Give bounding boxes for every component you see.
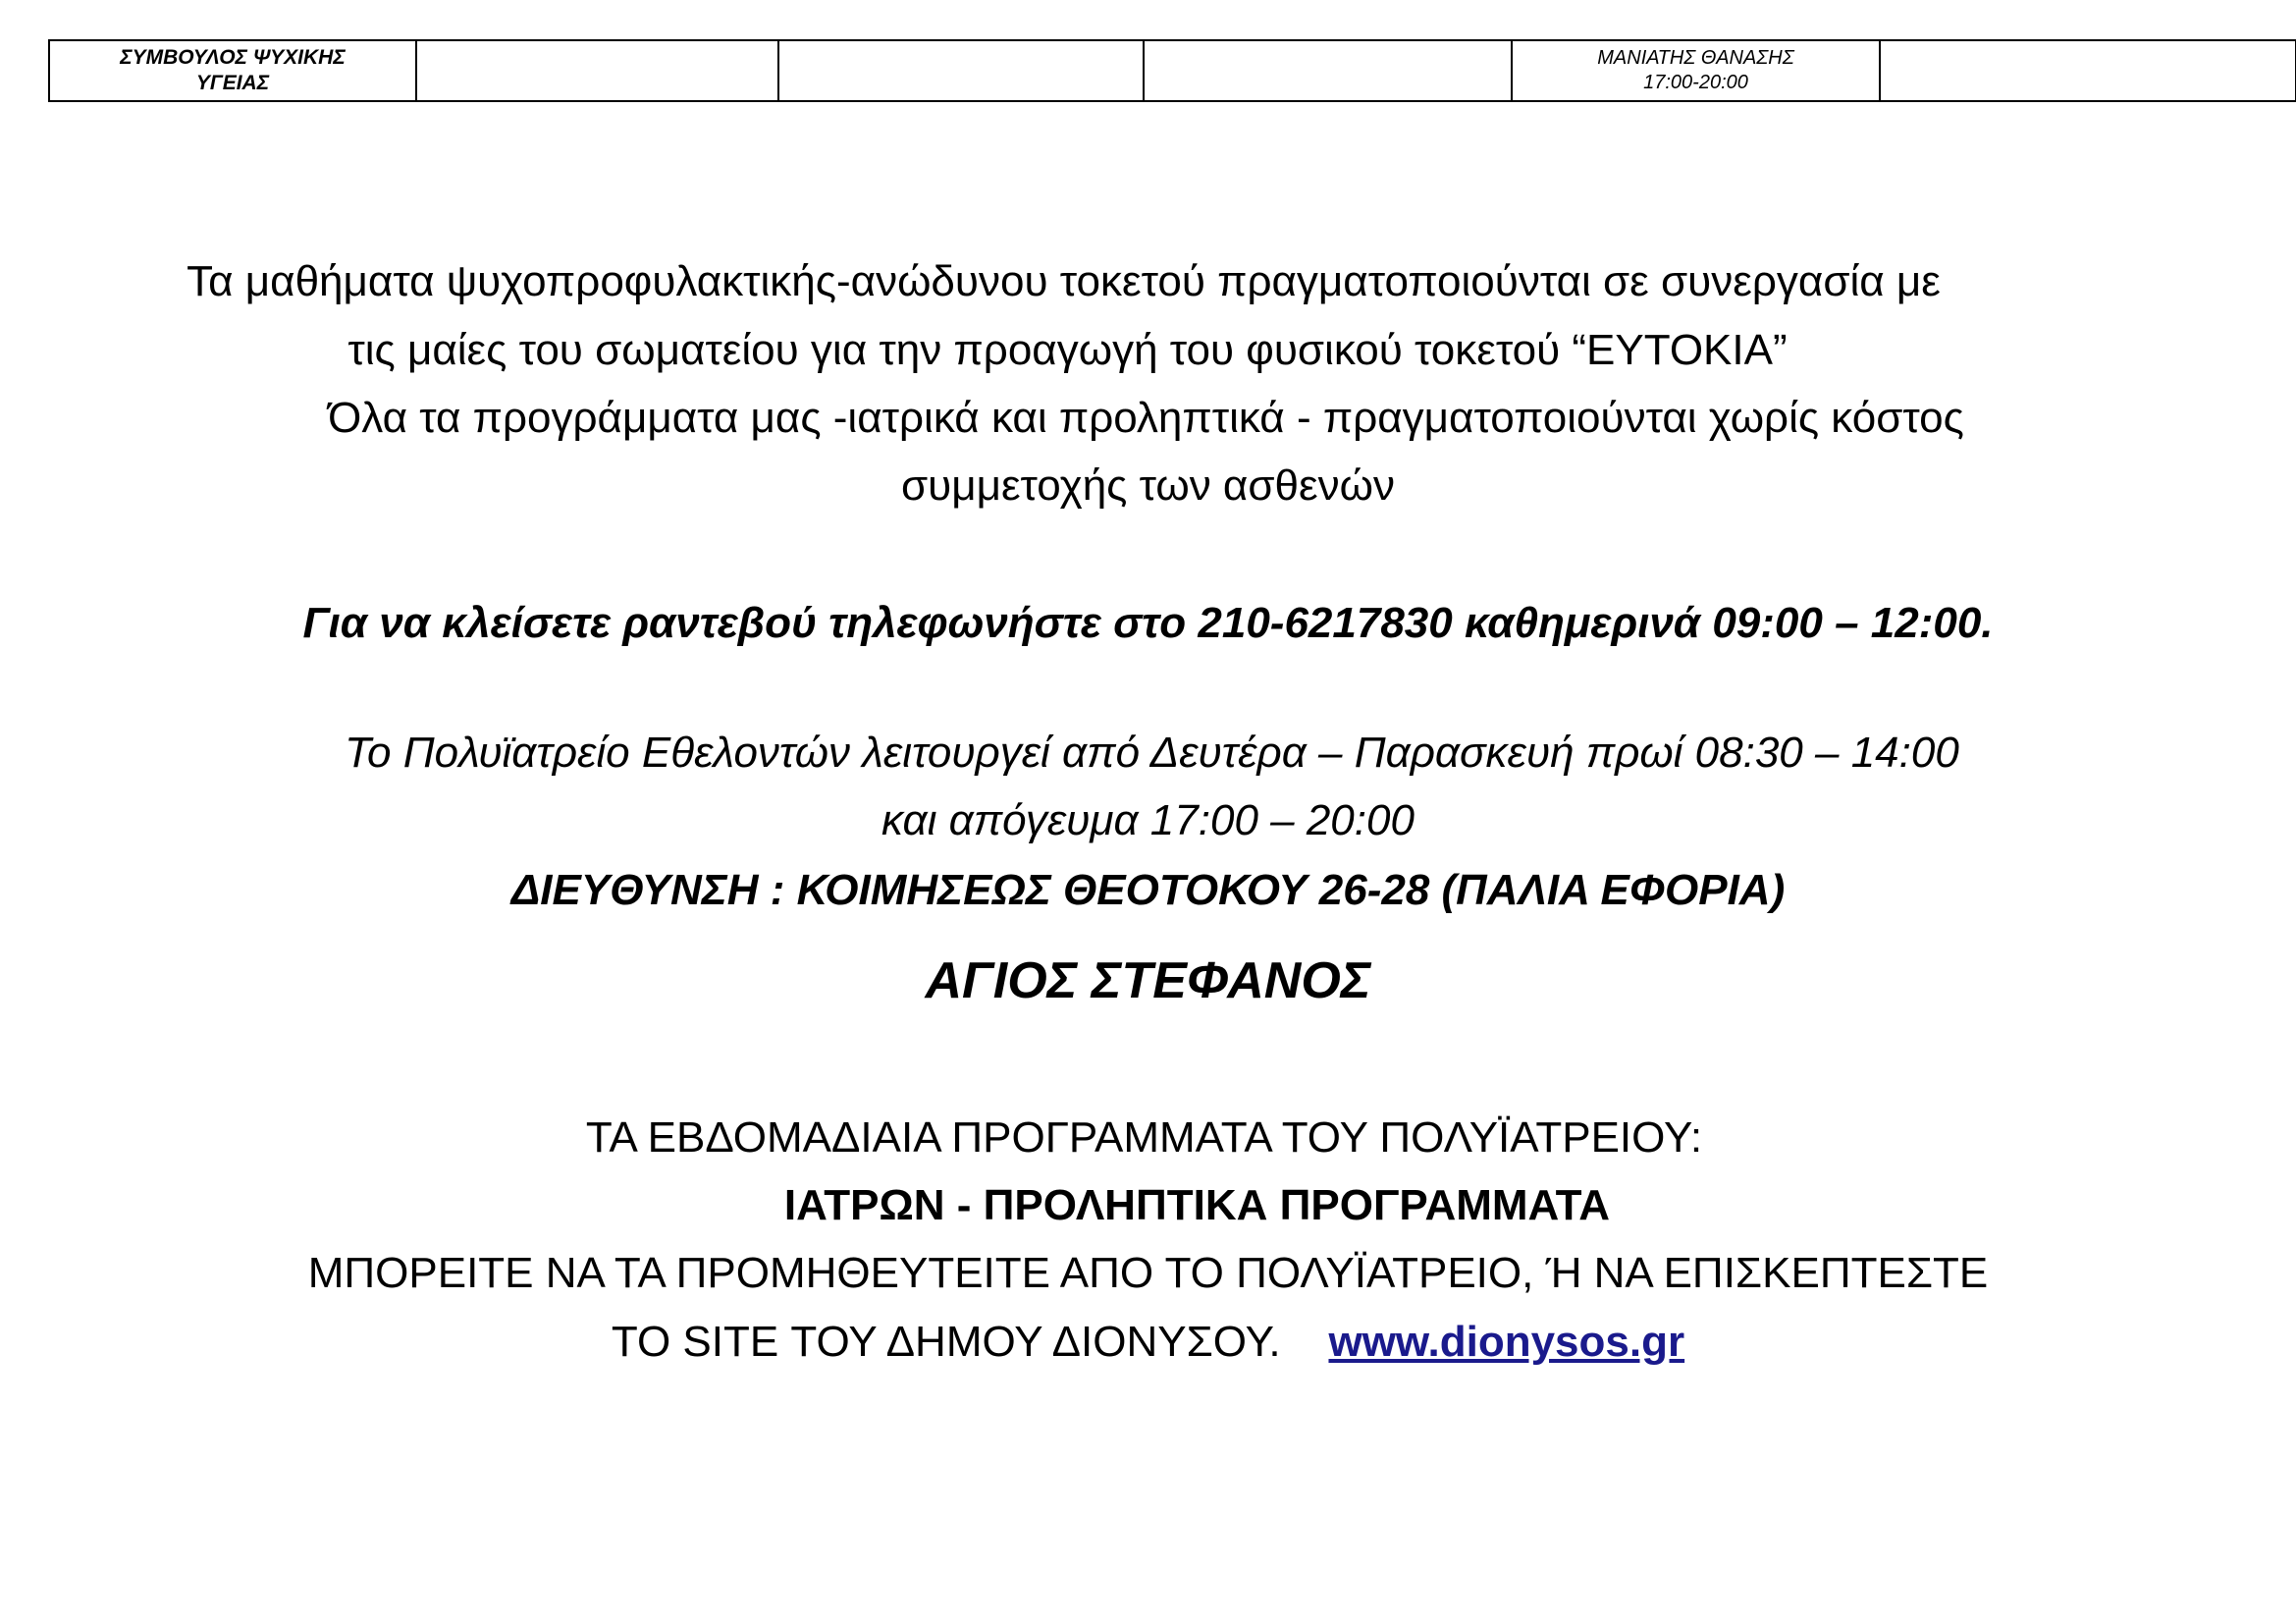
programs-site-text: ΤΟ SITE ΤΟΥ ΔΗΜΟΥ ΔΙΟΝΥΣΟΥ.	[611, 1318, 1281, 1366]
schedule-table	[48, 39, 2296, 102]
intro-line-1: Τα μαθήματα ψυχοπροφυλακτικής-ανώδυνου τοκετού πραγματοποιούνται σε συνεργασία με	[187, 257, 1941, 305]
programs-line-1: ΤΑ ΕΒΔΟΜΑΔΙΑΙΑ ΠΡΟΓΡΑΜΜΑΤΑ ΤΟΥ ΠΟΛΥΪΑΤΡΕΙΟΥ:	[585, 1113, 1703, 1162]
intro-line-3: Όλα τα προγράμματα μας -ιατρικά και προληπτικά - πραγματοποιούνται χωρίς κόστος	[328, 394, 1964, 442]
dionysos-website-link[interactable]: www.dionysos.gr	[1328, 1318, 1685, 1366]
intro-line-2: τις μαίες του σωματείου για την προαγωγή του φυσικού τοκετού “ΕΥΤΟΚΙΑ”	[347, 326, 1788, 374]
hours-line-2: και απόγευμα 17:00 – 20:00	[881, 796, 1415, 844]
hours-line-1: Το Πολυϊατρείο Εθελοντών λειτουργεί από Δευτέρα – Παρασκευή πρωί 08:30 – 14:00	[345, 729, 1959, 777]
address-area: ΑΓΙΟΣ ΣΤΕΦΑΝΟΣ	[925, 952, 1371, 1009]
schedule-cell-empty	[1144, 40, 1512, 101]
doctor-name: ΜΑΝΙΑΤΗΣ ΘΑΝΑΣΗΣ	[1597, 47, 1794, 69]
appointment-text: Για να κλείσετε ραντεβού τηλεφωνήστε στο 210-6217830 καθημερινά 09:00 – 12:00.	[302, 599, 1994, 647]
programs-line-2: ΙΑΤΡΩΝ - ΠΡΟΛΗΠΤΙΚΑ ΠΡΟΓΡΑΜΜΑΤΑ	[783, 1181, 1611, 1229]
role-label-line2: ΥΓΕΙΑΣ	[195, 72, 270, 94]
schedule-cell-empty	[1880, 40, 2296, 101]
role-label-line1: ΣΥΜΒΟΥΛΟΣ ΨΥΧΙΚΗΣ	[120, 46, 346, 69]
schedule-cell-doctor	[1512, 40, 1880, 101]
intro-line-4: συμμετοχής των ασθενών	[901, 461, 1395, 510]
programs-line-3: ΜΠΟΡΕΙΤΕ ΝΑ ΤΑ ΠΡΟΜΗΘΕΥΤΕΙΤΕ ΑΠΟ ΤΟ ΠΟΛΥΪΑΤΡΕΙΟ, Ή ΝΑ ΕΠΙΣΚΕΠΤΕΣΤΕ	[307, 1249, 1989, 1297]
schedule-row	[49, 40, 2296, 101]
schedule-cell-empty	[416, 40, 778, 101]
doctor-hours: 17:00-20:00	[1643, 72, 1748, 93]
schedule-cell-empty	[778, 40, 1144, 101]
schedule-cell-role	[49, 40, 416, 101]
programs-line-4	[0, 1317, 2296, 1368]
address-line: ΔΙΕΥΘΥΝΣΗ : ΚΟΙΜΗΣΕΩΣ ΘΕΟΤΟΚΟΥ 26-28 (ΠΑΛΙΑ ΕΦΟΡΙΑ)	[510, 866, 1786, 914]
